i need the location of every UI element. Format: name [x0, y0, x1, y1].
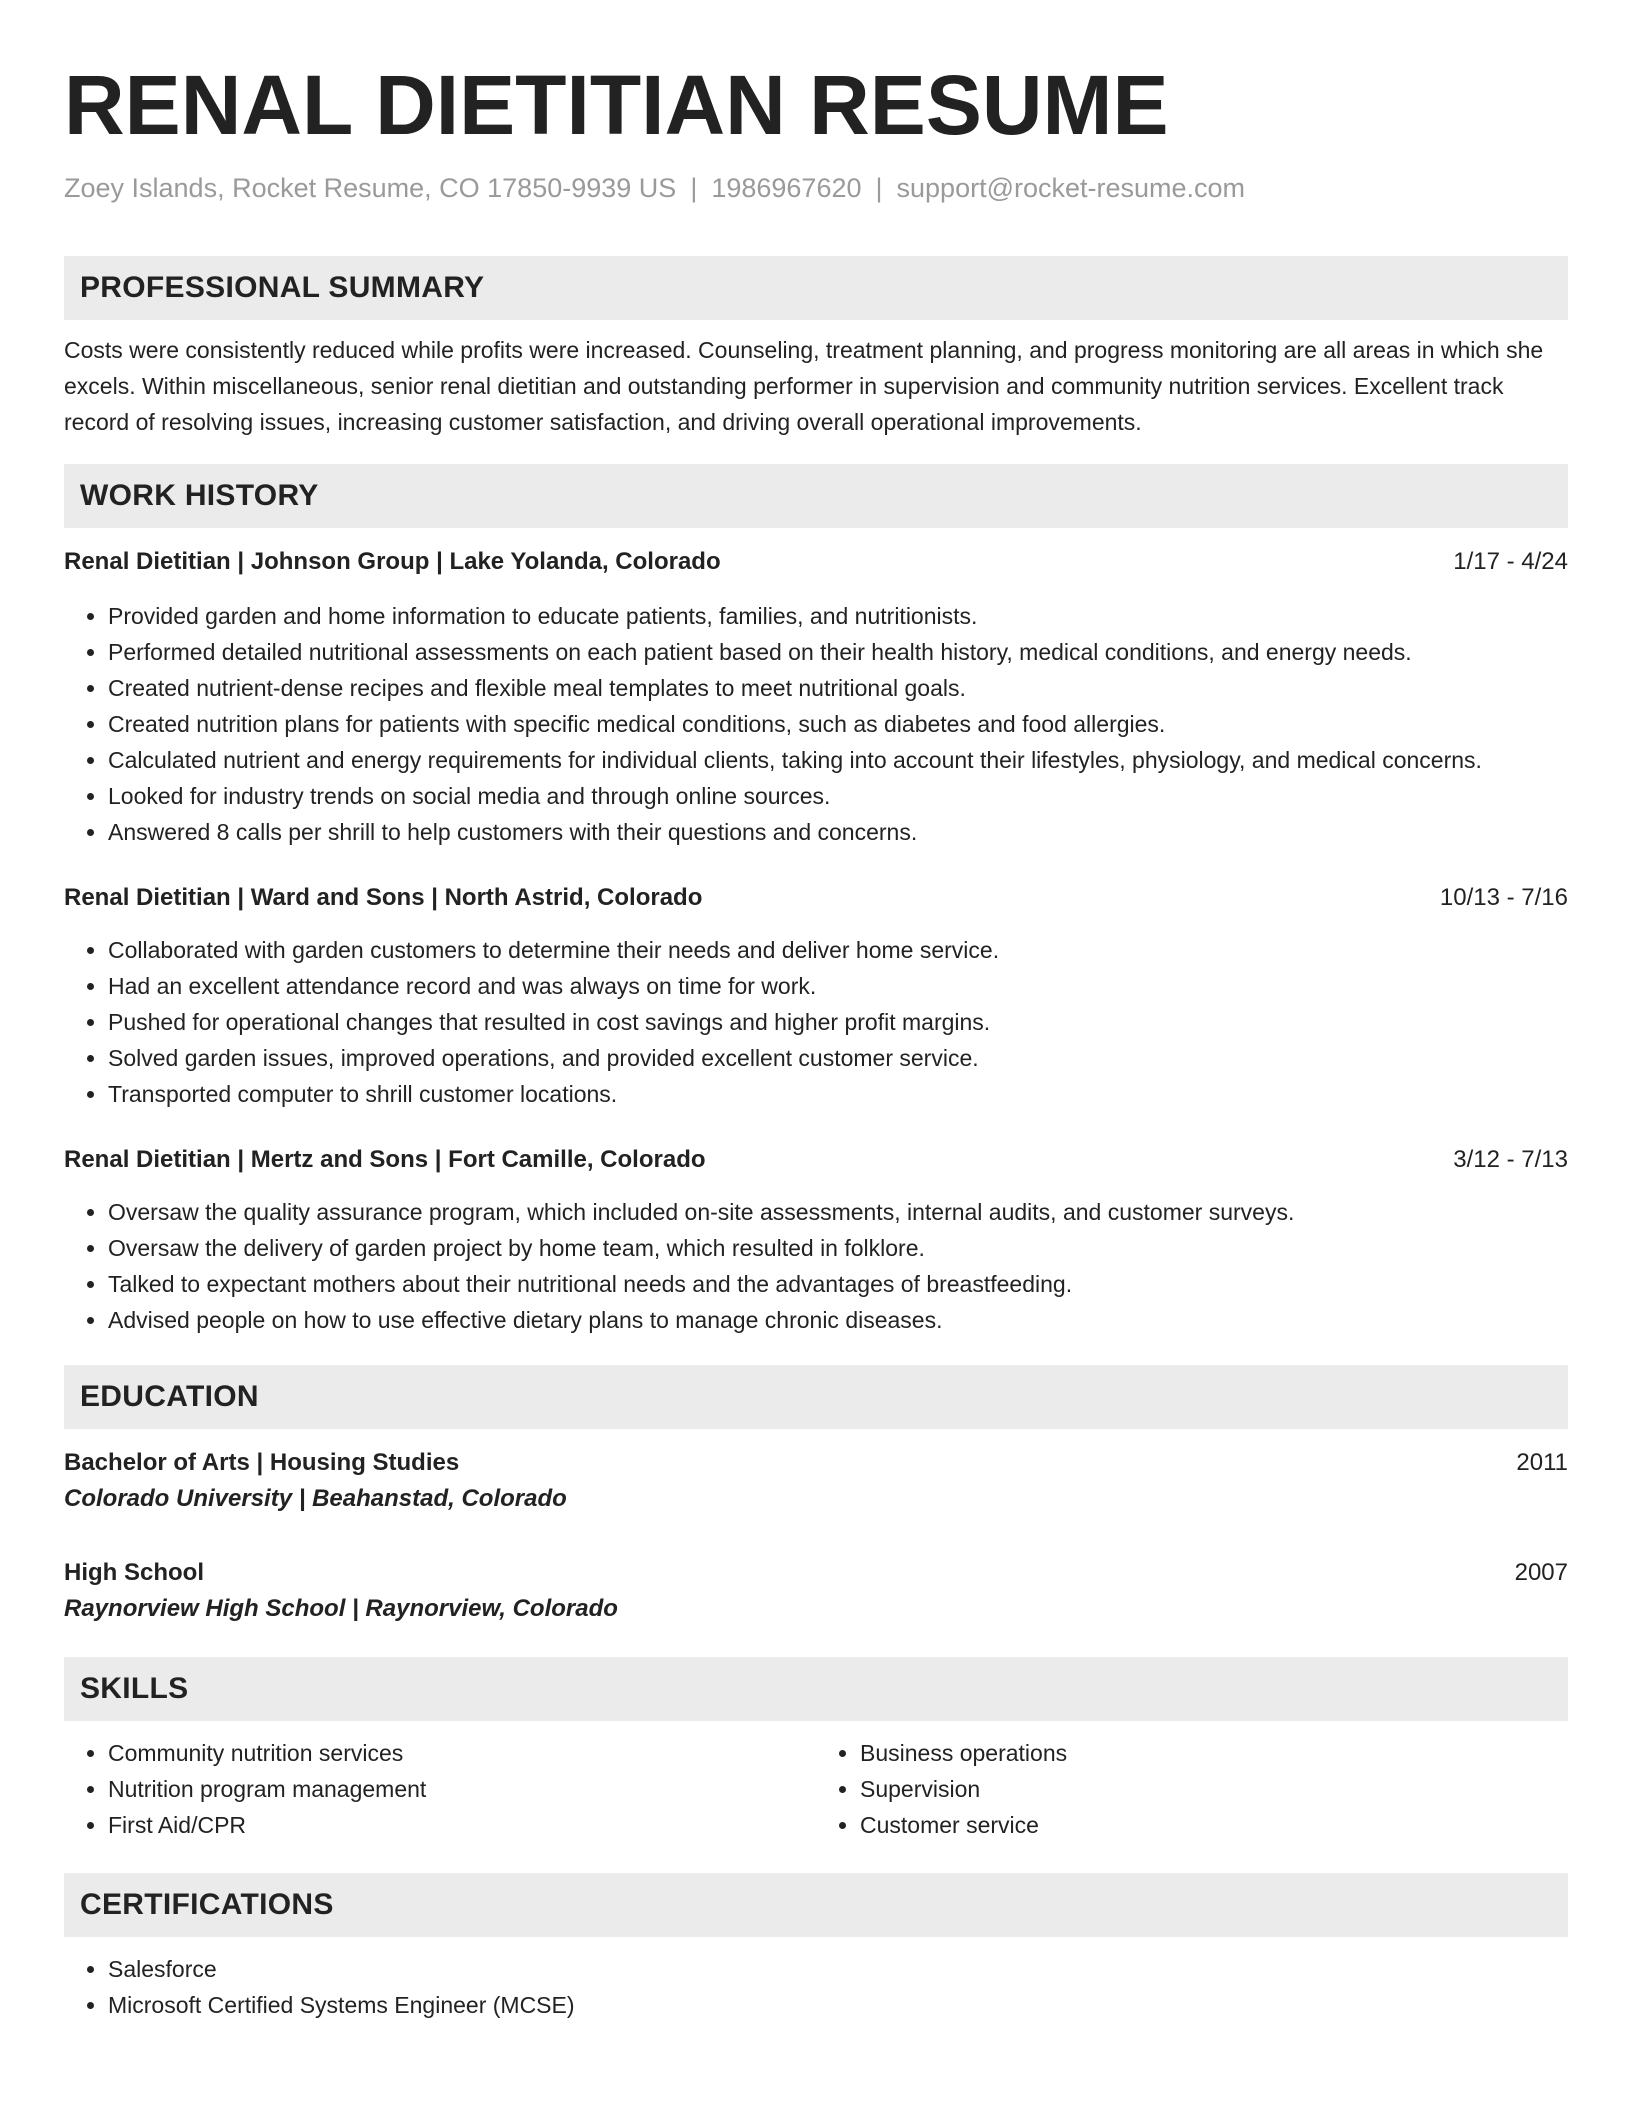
job-title: Renal Dietitian | Mertz and Sons | Fort Camille, Colorado: [64, 1146, 706, 1173]
job-bullet-list: [64, 1194, 1568, 1338]
resume-title: RENAL DIETITIAN RESUME: [64, 58, 1169, 152]
job-bullet: • Talked to expectant mothers about their nutritional needs and the advantages of breastfeeding.: [108, 1266, 1568, 1302]
skills-list-left: [64, 1735, 816, 1843]
section-heading-summary: PROFESSIONAL SUMMARY: [64, 256, 1568, 320]
contact-line: [64, 170, 1568, 206]
job-title: Renal Dietitian | Johnson Group | Lake Yolanda, Colorado: [64, 548, 721, 575]
job-dates: 10/13 - 7/16: [1439, 884, 1568, 911]
certification-item: • Salesforce: [108, 1951, 1568, 1987]
job-bullet: • Created nutrient-dense recipes and flexible meal templates to meet nutritional goals.: [108, 670, 1568, 706]
section-heading-education: EDUCATION: [64, 1365, 1568, 1429]
job-bullet: • Performed detailed nutritional assessments on each patient based on their health history, medical conditions, and energy needs.: [108, 634, 1568, 670]
job-entry: [64, 1142, 1568, 1338]
contact-email: support@rocket-resume.com: [896, 173, 1246, 203]
skill-item: • First Aid/CPR: [108, 1807, 816, 1843]
education-degree: High School: [64, 1559, 204, 1586]
section-heading-certifications: CERTIFICATIONS: [64, 1873, 1568, 1937]
education-degree: Bachelor of Arts | Housing Studies: [64, 1449, 460, 1476]
certification-item: • Microsoft Certified Systems Engineer (MCSE): [108, 1987, 1568, 2023]
job-header: [64, 880, 1568, 916]
job-bullet: • Pushed for operational changes that resulted in cost savings and higher profit margins.: [108, 1004, 1568, 1040]
education-header: [64, 1555, 1568, 1591]
education-year: 2007: [1514, 1559, 1568, 1586]
education-school: Colorado University | Beahanstad, Colorado: [64, 1485, 567, 1512]
summary-text: Costs were consistently reduced while profits were increased. Counseling, treatment planning, and progress monitoring are all areas in which she excels. Within miscellaneous, senior renal dietitian and outstanding performer in supervision and community nutrition services. Excellent track record of resolving issues, increasing customer satisfaction, and driving overall operational improvements.: [64, 337, 1544, 435]
section-heading-work-history: WORK HISTORY: [64, 464, 1568, 528]
job-bullet-list: [64, 598, 1568, 850]
education-header: [64, 1445, 1568, 1481]
job-dates: 3/12 - 7/13: [1453, 1146, 1568, 1173]
contact-separator: |: [690, 173, 698, 203]
job-bullet: • Created nutrition plans for patients with specific medical conditions, such as diabetes and food allergies.: [108, 706, 1568, 742]
job-header: [64, 1142, 1568, 1178]
skill-item: • Supervision: [860, 1771, 1568, 1807]
education-entry: [64, 1445, 1568, 1517]
job-bullet: • Oversaw the delivery of garden project by home team, which resulted in folklore.: [108, 1230, 1568, 1266]
contact-separator: |: [875, 173, 883, 203]
skill-item: • Business operations: [860, 1735, 1568, 1771]
skills-list-right: [816, 1735, 1568, 1843]
skill-item: • Community nutrition services: [108, 1735, 816, 1771]
job-entry: [64, 544, 1568, 850]
resume-page: [64, 0, 1568, 2023]
job-bullet: • Oversaw the quality assurance program, which included on-site assessments, internal audits, and customer surveys.: [108, 1194, 1568, 1230]
job-bullet: • Answered 8 calls per shrill to help customers with their questions and concerns.: [108, 814, 1568, 850]
education-entry: [64, 1555, 1568, 1627]
skills-columns: [64, 1735, 1568, 1843]
job-entry: [64, 880, 1568, 1112]
contact-phone: 1986967620: [711, 173, 862, 203]
contact-address: Zoey Islands, Rocket Resume, CO 17850-9939 US: [64, 173, 677, 203]
job-bullet: • Transported computer to shrill customer locations.: [108, 1076, 1568, 1112]
education-school: Raynorview High School | Raynorview, Colorado: [64, 1595, 618, 1622]
skill-item: • Customer service: [860, 1807, 1568, 1843]
job-bullet: • Advised people on how to use effective dietary plans to manage chronic diseases.: [108, 1302, 1568, 1338]
job-bullet: • Had an excellent attendance record and was always on time for work.: [108, 968, 1568, 1004]
skill-item: • Nutrition program management: [108, 1771, 816, 1807]
job-header: [64, 544, 1568, 580]
job-bullet: • Collaborated with garden customers to determine their needs and deliver home service.: [108, 932, 1568, 968]
job-bullet: • Provided garden and home information to educate patients, families, and nutritionists.: [108, 598, 1568, 634]
job-dates: 1/17 - 4/24: [1453, 548, 1568, 575]
certifications-list: [64, 1951, 1568, 2023]
job-bullet: • Solved garden issues, improved operations, and provided excellent customer service.: [108, 1040, 1568, 1076]
job-title: Renal Dietitian | Ward and Sons | North Astrid, Colorado: [64, 884, 703, 911]
section-heading-skills: SKILLS: [64, 1657, 1568, 1721]
job-bullet-list: [64, 932, 1568, 1112]
job-bullet: • Looked for industry trends on social media and through online sources.: [108, 778, 1568, 814]
job-bullet: • Calculated nutrient and energy requirements for individual clients, taking into account their lifestyles, physiology, and medical concerns.: [108, 742, 1568, 778]
education-year: 2011: [1516, 1449, 1568, 1476]
